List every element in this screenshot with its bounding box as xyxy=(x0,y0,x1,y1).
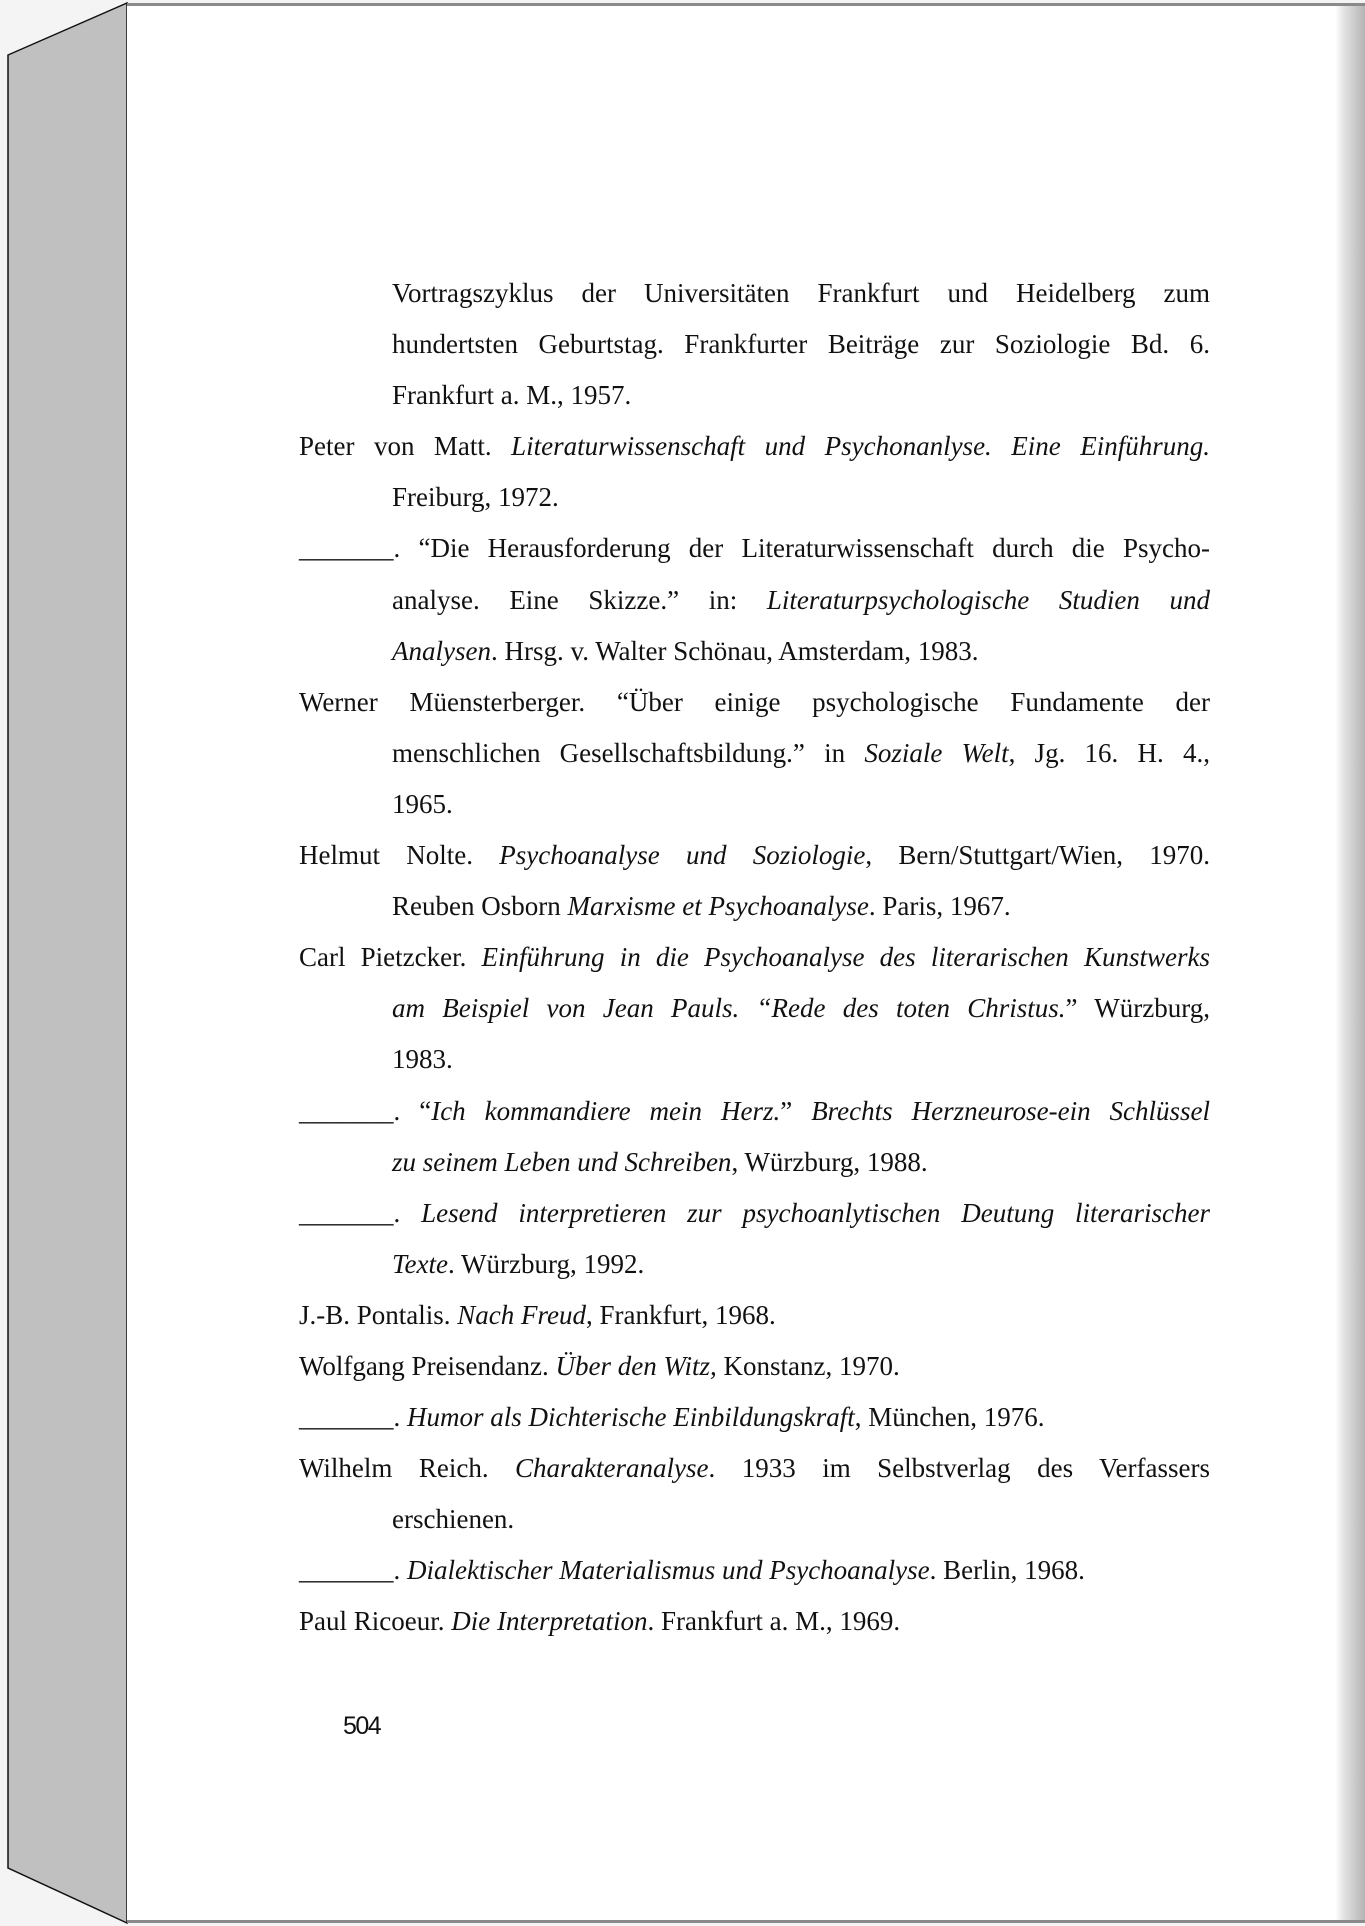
citation-text: _______. xyxy=(299,1197,422,1228)
italic-title-text: Literaturwissenschaft und Psychonanlyse. Eine Einführung. xyxy=(511,431,1210,462)
bibliography-list xyxy=(299,268,1210,1648)
citation-text: _______. xyxy=(299,1402,407,1433)
bibliography-entry-line xyxy=(299,1443,1210,1494)
citation-text: , Jg. 16. H. 4., xyxy=(1008,737,1211,768)
citation-text: . 1933 im Selbstverlag des Verfassers xyxy=(708,1453,1210,1484)
citation-text: _______. “ xyxy=(299,1095,432,1126)
citation-text: 1965. xyxy=(392,788,453,819)
citation-text: , Frankfurt, 1968. xyxy=(586,1299,776,1330)
bibliography-continuation-line xyxy=(299,1494,1210,1545)
bibliography-continuation-line xyxy=(299,626,1210,677)
citation-text: , Würzburg, 1988. xyxy=(731,1146,928,1177)
italic-title-text: Humor als Dichterische Einbildungskraft xyxy=(407,1402,855,1433)
citation-text: menschlichen Gesellschaftsbildung.” in xyxy=(392,737,865,768)
italic-title-text: Texte xyxy=(392,1248,448,1279)
italic-title-text: Brechts Herzneurose-ein Schlüssel xyxy=(811,1095,1211,1126)
bibliography-entry-line xyxy=(299,677,1210,728)
citation-text: . Berlin, 1968. xyxy=(929,1555,1085,1586)
bibliography-entry-line xyxy=(299,523,1210,574)
citation-text: , München, 1976. xyxy=(854,1402,1045,1433)
citation-text: ” xyxy=(780,1095,812,1126)
citation-text: _______. “Die Herausforderung der Literaturwissenschaft durch die Psycho- xyxy=(299,533,1210,564)
citation-text: Paul Ricoeur. xyxy=(299,1606,452,1637)
italic-title-text: Über den Witz, xyxy=(555,1350,717,1381)
italic-title-text: am Beispiel von Jean Pauls. “Rede des toten Christus. xyxy=(392,993,1066,1024)
bibliography-entry-line xyxy=(299,1392,1210,1443)
book-spine xyxy=(0,0,130,1926)
citation-text: Carl Pietzcker. xyxy=(299,942,482,973)
bibliography-continuation-line xyxy=(299,728,1210,779)
citation-text: J.-B. Pontalis. xyxy=(299,1299,458,1330)
bibliography-entry-line xyxy=(299,1596,1210,1647)
italic-title-text: Psychoanalyse und Soziologie xyxy=(499,840,866,871)
italic-title-text: Die Interpretation xyxy=(451,1606,648,1637)
citation-text: , Bern/Stuttgart/Wien, 1970. xyxy=(865,840,1210,871)
bibliography-entry-line xyxy=(299,1290,1210,1341)
italic-title-text: Charakteranalyse xyxy=(515,1453,709,1484)
bibliography-entry-line xyxy=(299,932,1210,983)
citation-text: Freiburg, 1972. xyxy=(392,482,559,513)
bibliography-continuation-line xyxy=(299,983,1210,1034)
bibliography-continuation-line xyxy=(299,575,1210,626)
citation-text: . Würzburg, 1992. xyxy=(448,1248,645,1279)
citation-text: Vortragszyklus der Universitäten Frankfurt und Heidelberg zum xyxy=(392,278,1210,308)
bibliography-continuation-line xyxy=(299,779,1210,830)
citation-text: hundertsten Geburtstag. Frankfurter Beiträge zur Soziologie Bd. 6. xyxy=(392,329,1210,360)
citation-text: Peter von Matt. xyxy=(299,431,512,462)
bibliography-continuation-line xyxy=(299,881,1210,932)
bibliography-continuation-line xyxy=(299,1239,1210,1290)
page-edge-shadow xyxy=(1335,6,1365,1920)
citation-text: . Hrsg. v. Walter Schönau, Amsterdam, 1983. xyxy=(490,635,979,666)
citation-text: . Frankfurt a. M., 1969. xyxy=(647,1606,901,1637)
citation-text: Wolfgang Preisendanz. xyxy=(299,1350,556,1381)
bibliography-entry-line xyxy=(299,1188,1210,1239)
italic-title-text: Analysen xyxy=(392,635,491,666)
citation-text: Reuben Osborn xyxy=(392,891,568,922)
bibliography-entry-line xyxy=(299,421,1210,472)
citation-text: Werner Müensterberger. “Über einige psychologische Fundamente der xyxy=(299,686,1210,717)
citation-text: Wilhelm Reich. xyxy=(299,1453,516,1484)
italic-title-text: Einführung in die Psychoanalyse des literarischen Kunstwerks xyxy=(481,942,1210,973)
italic-title-text: Nach Freud xyxy=(457,1299,587,1330)
citation-text: analyse. Eine Skizze.” in: xyxy=(392,584,767,615)
bibliography-entry-line xyxy=(299,830,1210,881)
citation-text: Helmut Nolte. xyxy=(299,840,500,871)
bibliography-continuation-line xyxy=(299,319,1210,370)
bibliography-continuation-line xyxy=(299,1034,1210,1085)
italic-title-text: Lesend interpretieren zur psychoanlytischen Deutung literarischer xyxy=(421,1197,1210,1228)
italic-title-text: Soziale Welt xyxy=(864,737,1009,768)
bibliography-continuation-line xyxy=(299,370,1210,421)
italic-title-text: Marxisme et Psychoanalyse xyxy=(567,891,869,922)
citation-text: Konstanz, 1970. xyxy=(716,1350,900,1381)
italic-title-text: Literaturpsychologische Studien und xyxy=(766,584,1210,615)
italic-title-text: Dialektischer Materialismus und Psychoanalyse xyxy=(407,1555,930,1586)
citation-text: erschienen. xyxy=(392,1504,515,1535)
bibliography-entry-line xyxy=(299,1086,1210,1137)
bibliography-continuation-line xyxy=(299,1137,1210,1188)
bibliography-continuation-line xyxy=(299,268,1210,319)
citation-text: . Paris, 1967. xyxy=(868,891,1011,922)
citation-text: 1983. xyxy=(392,1044,453,1075)
bibliography-continuation-line xyxy=(299,472,1210,523)
page-number: 504 xyxy=(343,1712,381,1740)
citation-text: ” Würzburg, xyxy=(1065,993,1210,1024)
italic-title-text: zu seinem Leben und Schreiben xyxy=(392,1146,732,1177)
bibliography-entry-line xyxy=(299,1341,1210,1392)
italic-title-text: Ich kommandiere mein Herz. xyxy=(431,1095,781,1126)
bibliography-entry-line xyxy=(299,1545,1210,1596)
citation-text: Frankfurt a. M., 1957. xyxy=(392,380,632,411)
citation-text: _______. xyxy=(299,1555,407,1586)
